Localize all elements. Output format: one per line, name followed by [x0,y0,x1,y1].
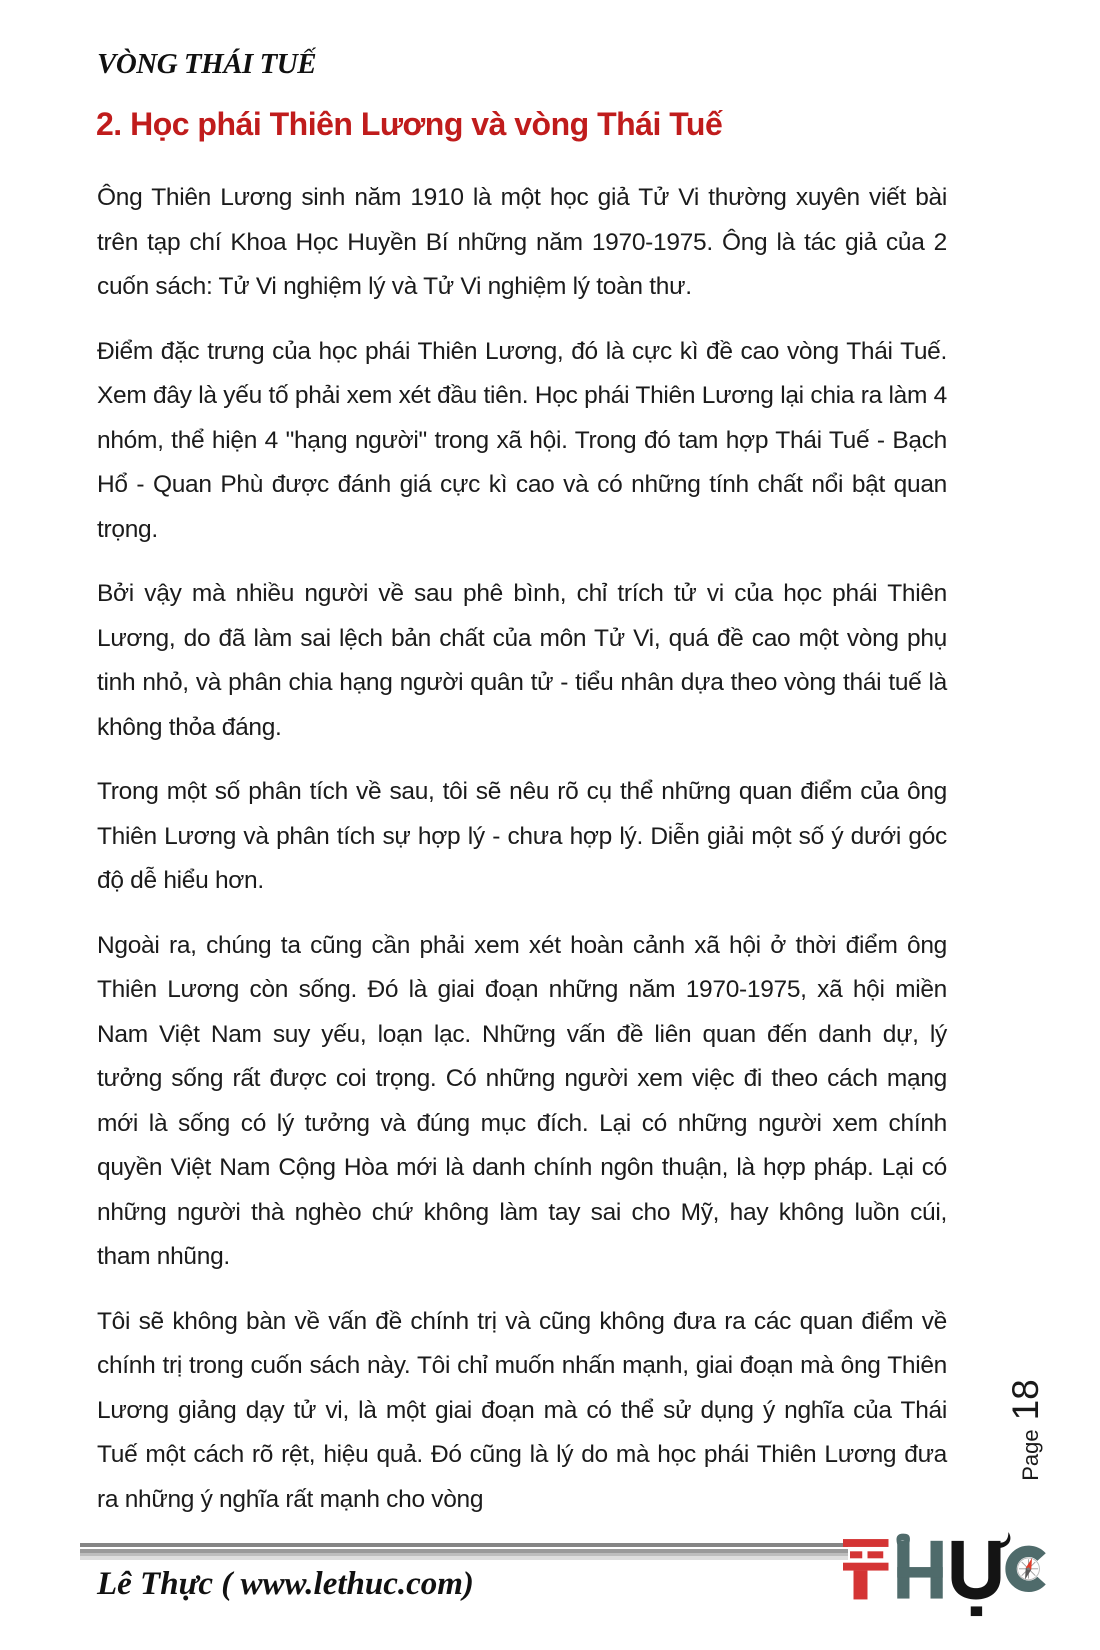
paragraph: Trong một số phân tích về sau, tôi sẽ nêu rõ cụ thể những quan điểm của ông Thiên Lương và phân tích sự hợp lý - chưa hợp lý. Diễn giải một số ý dưới góc độ dễ hiểu hơn. [97,778,947,894]
page-number-value: 18 [1005,1379,1046,1421]
paragraph: Điểm đặc trưng của học phái Thiên Lương, đó là cực kì đề cao vòng Thái Tuế. Xem đây là yếu tố phải xem xét đầu tiên. Học phái Thiên Lương lại chia ra làm 4 nhóm, thể hiện 4 "hạng người" trong xã hội. Trong đó tam hợp Thái Tuế - Bạch Hổ - Quan Phù được đánh giá cực kì cao và có những tính chất nổi bật quan trọng. [97,337,947,543]
page-number [1005,1355,1065,1505]
paragraph: Ngoài ra, chúng ta cũng cần phải xem xét hoàn cảnh xã hội ở thời điểm ông Thiên Lương còn sống. Đó là giai đoạn những năm 1970-1975, xã hội miền Nam Việt Nam suy yếu, loạn lạc. Những vấn đề liên quan đến danh dự, lý tưởng sống rất được coi trọng. Có những người xem việc đi theo cách mạng mới là sống có lý tưởng và đúng mục đích. Lại có những người xem chính quyền Việt Nam Cộng Hòa mới là danh chính ngôn thuận, là hợp pháp. Lại có những người thà nghèo chứ không làm tay sai cho Mỹ, hay không luồn cúi, tham nhũng. [97,931,947,1270]
publisher-logo [843,1532,1053,1624]
section-title: 2. Học phái Thiên Lương và vòng Thái Tuế [96,106,723,142]
paragraph: Bởi vậy mà nhiều người về sau phê bình, chỉ trích tử vi của học phái Thiên Lương, do đã làm sai lệch bản chất của môn Tử Vi, quá đề cao một vòng phụ tinh nhỏ, và phân chia hạng người quân tử - tiểu nhân dựa theo vòng thái tuế là không thỏa đáng. [97,580,947,741]
paragraph: Tôi sẽ không bàn về vấn đề chính trị và cũng không đưa ra các quan điểm về chính trị trong cuốn sách này. Tôi chỉ muốn nhấn mạnh, giai đoạn mà ông Thiên Lương giảng dạy tử vi, là một giai đoạn mà có thể sử dụng ý nghĩa của Thái Tuế một cách rõ rệt, hiệu quả. Đó cũng là lý do mà học phái Thiên Lương đưa ra những ý nghĩa rất mạnh cho vòng [97,1307,947,1513]
logo-letter-c-icon [1011,1551,1041,1586]
logo-letter-u-icon [952,1532,1011,1616]
logo-letter-h-icon [896,1534,942,1599]
compass-icon [1018,1557,1040,1580]
page-number-label: Page [1018,1429,1043,1481]
footer-divider [80,1543,848,1560]
logo-letter-t-icon [843,1539,889,1599]
footer-author: Lê Thực ( www.lethuc.com) [97,1566,474,1602]
running-header: VÒNG THÁI TUẾ [97,48,317,80]
paragraph: Ông Thiên Lương sinh năm 1910 là một học giả Tử Vi thường xuyên viết bài trên tạp chí Khoa Học Huyền Bí những năm 1970-1975. Ông là tác giả của 2 cuốn sách: Tử Vi nghiệm lý và Tử Vi nghiệm lý toàn thư. [97,184,947,300]
body-text [97,176,947,1542]
